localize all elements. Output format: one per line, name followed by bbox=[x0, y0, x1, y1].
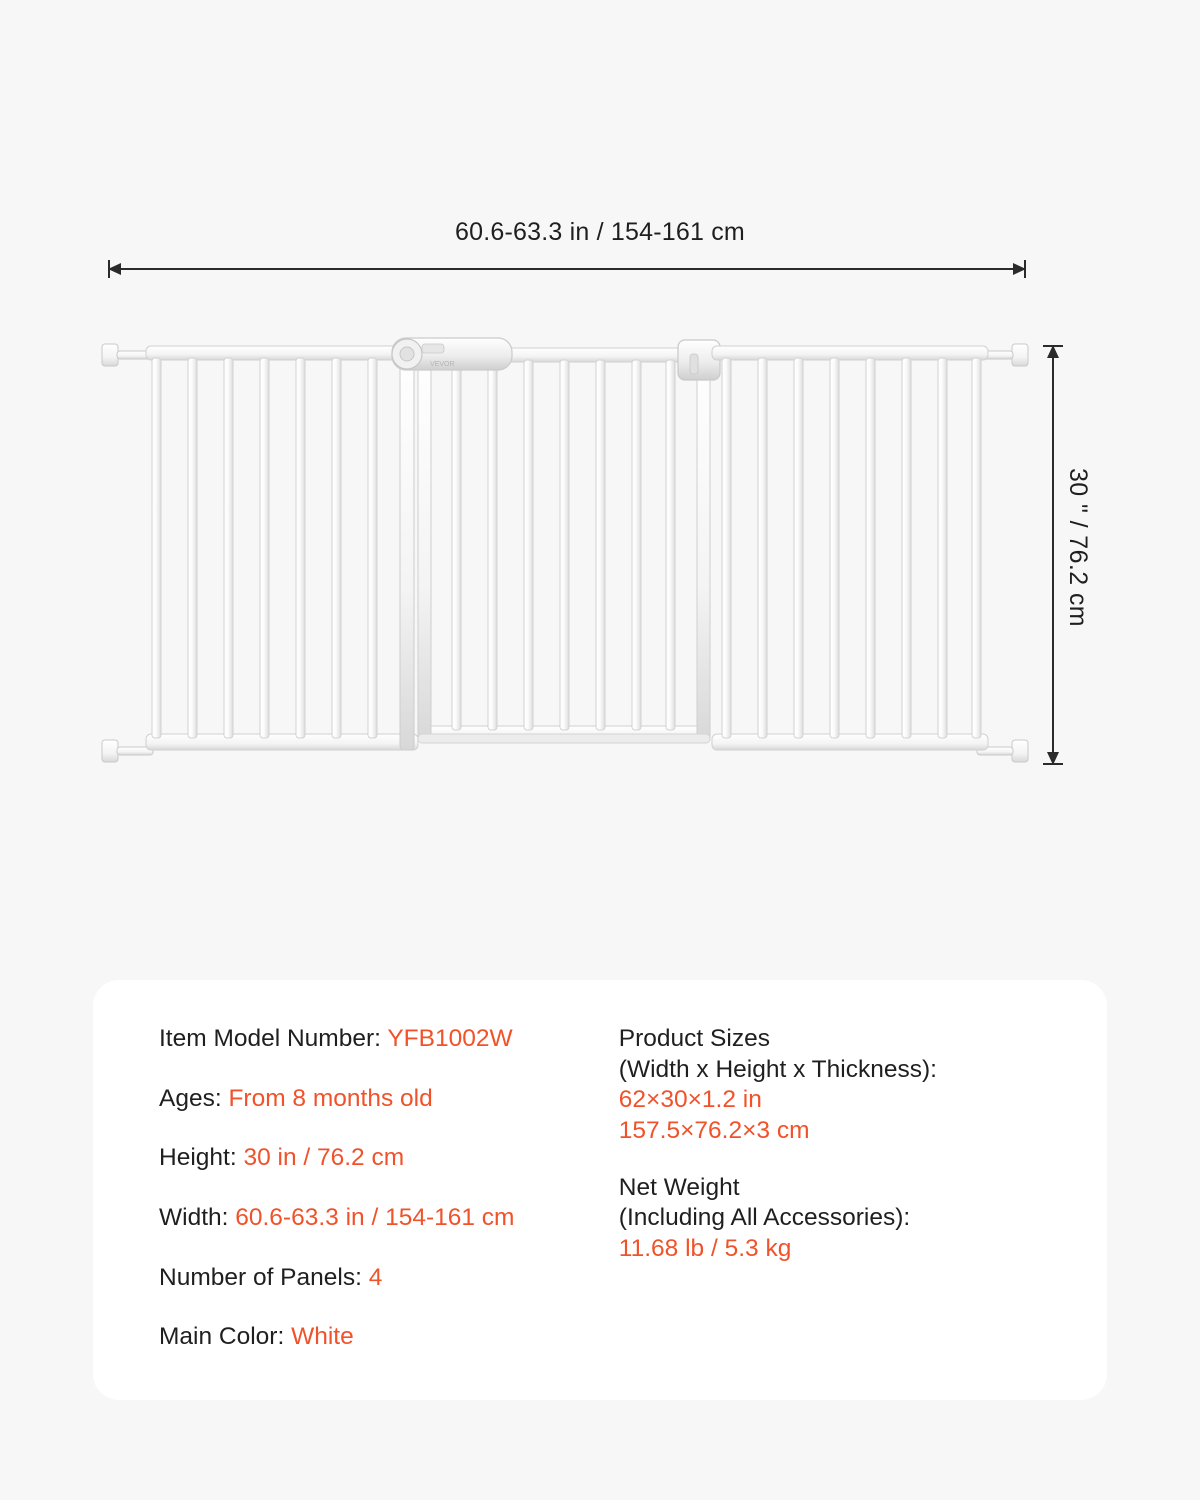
brand-mark: VEVOR bbox=[430, 361, 455, 368]
spec-item-main-color bbox=[159, 1322, 579, 1353]
spec-label: Height: bbox=[159, 1144, 244, 1172]
spec-label-line2: (Including All Accessories): bbox=[618, 1204, 911, 1232]
gate-door-panel bbox=[418, 348, 710, 743]
spec-value-line1: 11.68 lb / 5.3 kg bbox=[618, 1234, 792, 1262]
spec-label: Number of Panels: bbox=[159, 1263, 369, 1291]
spec-value: 30 in / 76.2 cm bbox=[243, 1144, 405, 1172]
width-dimension-label: 60.6-63.3 in / 154-161 cm bbox=[455, 218, 745, 246]
spec-label-line1: Net Weight bbox=[618, 1173, 740, 1201]
spec-item-net-weight bbox=[619, 1173, 1047, 1265]
spec-column-right bbox=[619, 1024, 1047, 1400]
spec-value: 4 bbox=[368, 1263, 383, 1291]
spec-column-left bbox=[159, 1024, 579, 1400]
spec-label-line2: (Width x Height x Thickness): bbox=[618, 1055, 937, 1083]
gate-latch-handle bbox=[392, 338, 512, 370]
spec-item-product-sizes bbox=[619, 1024, 1047, 1147]
spec-label-line1: Product Sizes bbox=[618, 1025, 770, 1052]
spec-item-number-of-panels bbox=[159, 1263, 579, 1294]
arrow-up-icon bbox=[1047, 345, 1059, 358]
mount-bolt-bottom-left bbox=[102, 740, 153, 762]
gate-latch-catch bbox=[678, 340, 720, 380]
width-dimension-arrow bbox=[108, 268, 1026, 270]
mount-bolt-top-left bbox=[102, 344, 153, 366]
spec-card bbox=[93, 980, 1107, 1400]
height-dimension-arrow bbox=[1052, 345, 1054, 765]
product-illustration bbox=[100, 330, 1030, 780]
spec-value: White bbox=[291, 1323, 354, 1351]
spec-value-line2: 157.5×76.2×3 cm bbox=[618, 1116, 810, 1144]
gate-right-panel bbox=[712, 346, 988, 750]
spec-item-ages bbox=[159, 1084, 579, 1115]
arrow-right-icon bbox=[1013, 263, 1026, 275]
spec-label: Ages: bbox=[159, 1084, 229, 1112]
spec-label: Width: bbox=[159, 1203, 236, 1231]
spec-value: YFB1002W bbox=[387, 1025, 513, 1052]
spec-item-model-number bbox=[159, 1024, 579, 1055]
spec-label: Main Color: bbox=[159, 1323, 292, 1351]
spec-label: Item Model Number: bbox=[159, 1025, 388, 1052]
spec-value: 60.6-63.3 in / 154-161 cm bbox=[235, 1203, 515, 1231]
gate-left-panel bbox=[146, 346, 418, 750]
arrow-down-icon bbox=[1047, 752, 1059, 765]
spec-value: From 8 months old bbox=[228, 1084, 433, 1112]
arrow-left-icon bbox=[108, 263, 121, 275]
gate-hinge-post-left bbox=[400, 346, 414, 750]
spec-value-line1: 62×30×1.2 in bbox=[618, 1086, 762, 1114]
spec-item-width bbox=[159, 1203, 579, 1234]
height-dimension-label: 30 " / 76.2 cm bbox=[1064, 468, 1092, 627]
spec-item-height bbox=[159, 1143, 579, 1174]
